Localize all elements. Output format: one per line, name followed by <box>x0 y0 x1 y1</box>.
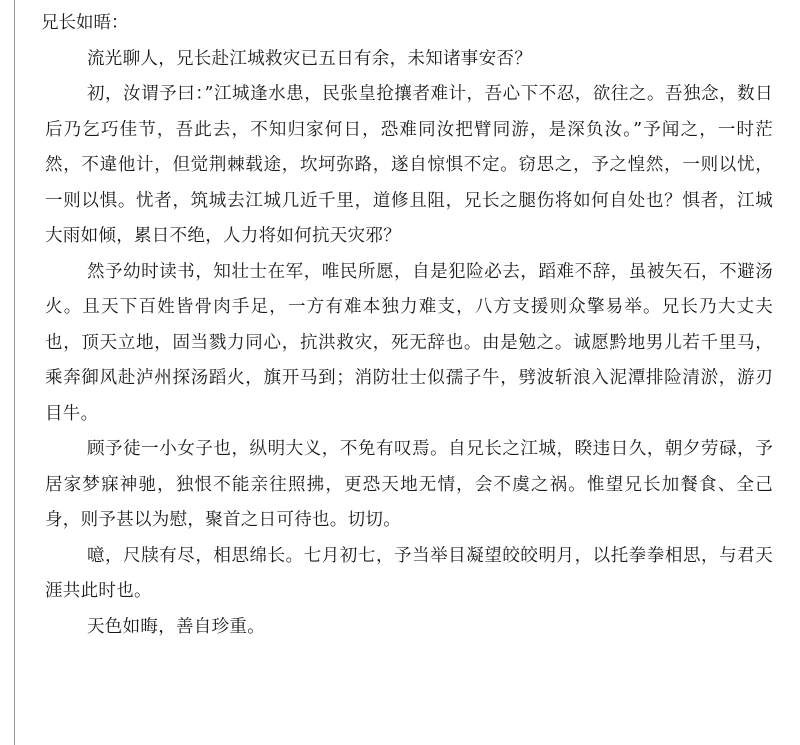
letter-body <box>41 6 773 645</box>
letter-paragraph-1: 流光聊人，兄长赴江城救灾已五日有余，未知诸事安否？ <box>87 48 532 69</box>
letter-paragraph-5: 噫，尺牍有尽，相思绵长。七月初七，予当举目凝望皎皎明月，以托拳拳相思，与君天涯共此时也。 <box>45 545 773 601</box>
document-page <box>14 0 800 745</box>
letter-paragraph-4: 顾予徒一小女子也，纵明大义，不免有叹焉。自兄长之江城，睽违日久，朝夕劳碌，予居家梦寐神驰，独恨不能亲往照拂，更恐天地无情，会不虞之祸。惟望兄长加餐食、全己身，则予甚以为慰，聚首之日可待也。切切。 <box>45 439 773 530</box>
letter-paragraph-3: 然予幼时读书，知壮士在军，唯民所愿，自是犯险必去，蹈难不辞，虽被矢石，不避汤火。且天下百姓皆骨肉手足，一方有难本独力难支，八方支援则众擎易举。兄长乃大丈夫也，顶天立地，固当戮力同心，抗洪救灾，死无辞也。由是勉之。诚愿黔地男儿若千里马，乘奔御风赴泸州探汤蹈火，旗开马到；消防壮士似孺子牛，劈波斩浪入泥潭排险清淤，游刃目牛。 <box>45 261 773 424</box>
letter-paragraph-2: 初，汝谓予曰：”江城逢水患，民张皇抢攘者难计，吾心下不忍，欲往之。吾独念，数日后乃乞巧佳节，吾此去，不知归家何日，恐难同汝把臂同游，是深负汝。”予闻之，一时茫然，不違他计，但觉荆棘载途，坎坷弥路，遂自惊惧不定。窃思之，予之惶然，一则以忧，一则以惧。忧者，筑城去江城几近千里，道修且阻，兄长之腿伤将如何自处也？惧者，江城大雨如倾，累日不绝，人力将如何抗天灾邪？ <box>45 84 773 246</box>
letter-salutation: 兄长如晤： <box>41 13 129 33</box>
letter-closing: 天色如晦，善自珍重。 <box>87 616 265 637</box>
